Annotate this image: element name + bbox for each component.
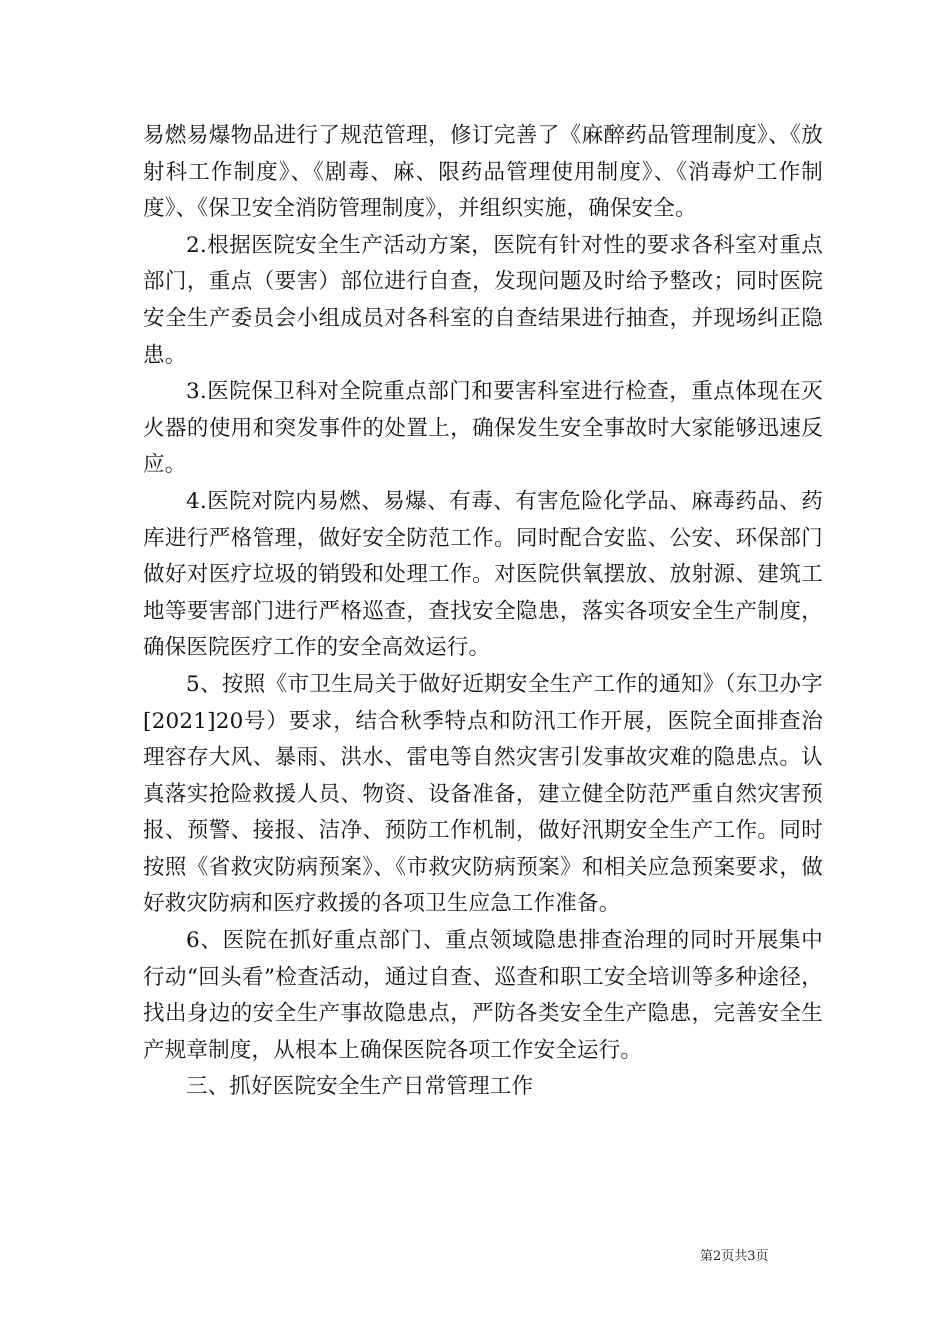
paragraph-item-2: 2.根据医院安全生产活动方案，医院有针对性的要求各科室对重点部门，重点（要害）部位进行自查，发现问题及时给予整改；同时医院安全生产委员会小组成员对各科室的自查结果进行抽查，并现场纠正隐患。 <box>143 232 823 368</box>
paragraph-continued: 易燃易爆物品进行了规范管理，修订完善了《麻醉药品管理制度》、《放射科工作制度》、《剧毒、麻、限药品管理使用制度》、《消毒炉工作制度》、《保卫安全消防管理制度》，并组织实施，确保安全。 <box>143 123 823 222</box>
paragraph-item-5: 5、按照《市卫生局关于做好近期安全生产工作的通知》（东卫办字[2021]20号）要求，结合秋季特点和防汛工作开展，医院全面排查治理容存大风、暴雨、洪水、雷电等自然灾害引发事故灾难的隐患点。认真落实抢险救援人员、物资、设备准备，建立健全防范严重自然灾害预报、预警、接报、洁净、预防工作机制，做好汛期安全生产工作。同时按照《省救灾防病预案》、《市救灾防病预案》和相关应急预案要求，做好救灾防病和医疗救援的各项卫生应急工作准备。 <box>143 671 823 917</box>
section-heading-3: 三、抓好医院安全生产日常管理工作 <box>186 1074 534 1100</box>
paragraph-item-3: 3.医院保卫科对全院重点部门和要害科室进行检查，重点体现在灭火器的使用和突发事件的处置上，确保发生安全事故时大家能够迅速反应。 <box>143 379 823 478</box>
page-number-footer: 第2页共3页 <box>700 1249 769 1264</box>
document-body <box>143 118 823 1106</box>
paragraph-item-4: 4.医院对院内易燃、易爆、有毒、有害危险化学品、麻毒药品、药库进行严格管理，做好安全防范工作。同时配合安监、公安、环保部门做好对医疗垃圾的销毁和处理工作。对医院供氧摆放、放射源、建筑工地等要害部门进行严格巡查，查找安全隐患，落实各项安全生产制度，确保医院医疗工作的安全高效运行。 <box>143 488 823 661</box>
paragraph-item-6: 6、医院在抓好重点部门、重点领域隐患排查治理的同时开展集中行动“回头看”检查活动，通过自查、巡查和职工安全培训等多种途径，找出身边的安全生产事故隐患点，严防各类安全生产隐患，完善安全生产规章制度，从根本上确保医院各项工作安全运行。 <box>143 928 823 1063</box>
